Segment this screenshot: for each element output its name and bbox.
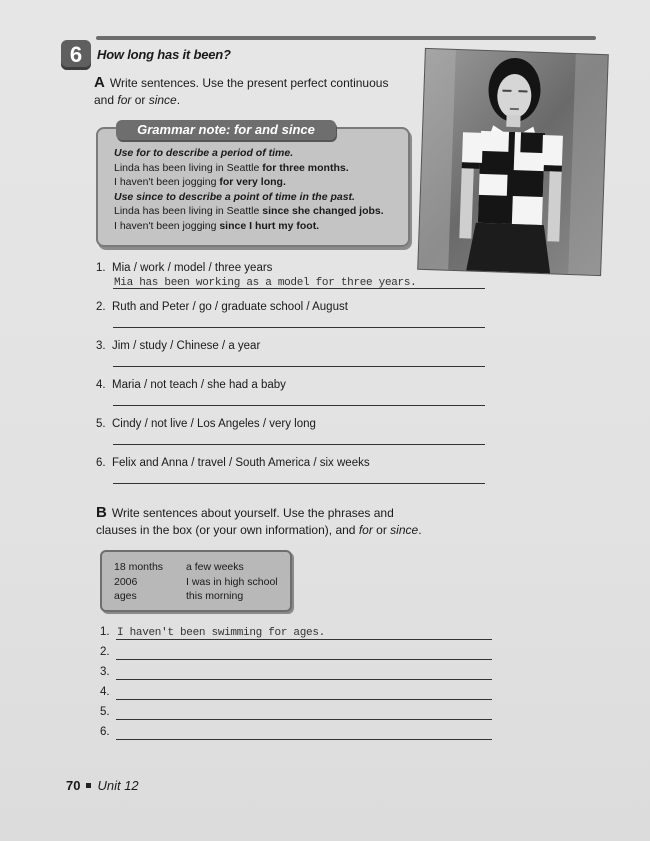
part-b-item xyxy=(100,646,500,666)
item-prompt xyxy=(96,457,370,469)
part-b-item xyxy=(100,626,500,646)
part-b-kw-since: since xyxy=(390,523,419,537)
grammar-example-2 xyxy=(114,175,404,190)
phrase-item: this morning xyxy=(186,590,244,602)
grammar-example-3 xyxy=(114,204,404,219)
answer-text: Mia has been working as a model for three years. xyxy=(114,277,417,289)
part-a-text: Write sentences. Use the present perfect continuous and xyxy=(94,76,389,107)
example-2-text: I haven't been jogging xyxy=(114,176,220,188)
phrase-item: 18 months xyxy=(114,561,164,573)
grammar-note-title: Grammar note: for and since xyxy=(116,120,336,140)
example-1-bold: for three months. xyxy=(262,161,349,174)
answer-line[interactable] xyxy=(113,444,485,445)
footer-separator xyxy=(86,783,91,788)
example-1-text: Linda has been living in Seattle xyxy=(114,161,263,174)
item-number: 1. xyxy=(96,262,106,274)
item-prompt-text: Felix and Anna / travel / South America / six weeks xyxy=(112,457,370,469)
part-a-kw-for: for xyxy=(117,93,132,107)
part-a-or: or xyxy=(131,93,149,107)
example-3-text: Linda has been living in Seattle xyxy=(114,205,263,217)
part-b-letter: B xyxy=(96,504,107,521)
item-prompt xyxy=(96,262,272,274)
answer-line[interactable] xyxy=(113,405,485,406)
part-b-or: or xyxy=(372,523,391,537)
example-2-bold: for very long. xyxy=(219,176,286,188)
part-b-item xyxy=(100,706,500,726)
model-illustration xyxy=(418,49,608,275)
part-a-item xyxy=(96,301,496,341)
exercise-title: How long has it been? xyxy=(97,47,231,62)
item-number: 3. xyxy=(96,340,106,352)
phrase-item: I was in high school xyxy=(186,575,278,588)
answer-line[interactable] xyxy=(113,288,485,289)
phrase-column-1 xyxy=(114,560,163,604)
item-prompt-text: Mia / work / model / three years xyxy=(112,262,273,274)
part-a-letter: A xyxy=(94,74,105,91)
grammar-rule-since: Use since to describe a point of time in the past. xyxy=(114,190,355,203)
item-number: 6. xyxy=(100,726,110,738)
answer-line[interactable] xyxy=(116,639,492,640)
part-b-item xyxy=(100,686,500,706)
item-number: 2. xyxy=(100,646,110,658)
part-b-item xyxy=(100,666,500,686)
example-3-bold: since she changed jobs. xyxy=(262,205,384,217)
answer-line[interactable] xyxy=(116,719,492,720)
part-a-item xyxy=(96,340,496,380)
phrase-column-2 xyxy=(186,560,278,604)
part-a-item xyxy=(96,262,496,302)
part-a-item xyxy=(96,379,496,419)
example-4-bold: since I hurt my foot. xyxy=(219,219,320,232)
grammar-note-content xyxy=(114,146,404,233)
model-photo xyxy=(418,49,608,275)
part-a-item xyxy=(96,457,496,497)
grammar-example-4 xyxy=(114,219,404,234)
header-rule xyxy=(96,36,596,40)
answer-line[interactable] xyxy=(116,699,492,700)
item-prompt-text: Jim / study / Chinese / a year xyxy=(112,340,261,352)
part-a-end: . xyxy=(176,93,181,107)
answer-line[interactable] xyxy=(116,659,492,660)
item-number: 5. xyxy=(100,706,110,718)
part-b-kw-for: for xyxy=(358,523,373,537)
answer-line[interactable] xyxy=(116,739,492,740)
item-prompt xyxy=(96,418,316,430)
part-a-item xyxy=(96,418,496,458)
part-a-instructions xyxy=(94,74,394,109)
example-4-text: I haven't been jogging xyxy=(114,219,220,232)
exercise-number-badge: 6 xyxy=(61,40,91,70)
answer-text: I haven't been swimming for ages. xyxy=(117,627,325,639)
part-b-end: . xyxy=(418,523,422,537)
grammar-example-1 xyxy=(114,161,404,176)
page-footer xyxy=(66,778,139,793)
answer-line[interactable] xyxy=(113,483,485,484)
part-b-instructions xyxy=(96,504,436,539)
phrase-item: 2006 xyxy=(114,575,138,588)
answer-line[interactable] xyxy=(116,679,492,680)
item-number: 3. xyxy=(100,666,110,678)
item-number: 4. xyxy=(96,379,106,391)
item-number: 5. xyxy=(96,418,106,430)
answer-line[interactable] xyxy=(113,366,485,367)
part-b-text: Write sentences about yourself. Use the phrases and clauses in the box (or your own information), and xyxy=(96,506,394,537)
item-number: 6. xyxy=(96,457,106,469)
item-prompt-text: Cindy / not live / Los Angeles / very long xyxy=(112,418,316,430)
phrase-item: ages xyxy=(114,590,137,602)
item-number: 1. xyxy=(100,626,110,638)
phrase-box xyxy=(100,550,292,612)
item-prompt-text: Maria / not teach / she had a baby xyxy=(112,379,286,391)
grammar-rule-for: Use for to describe a period of time. xyxy=(114,147,294,159)
item-prompt xyxy=(96,301,348,313)
part-a-kw-since: since xyxy=(148,93,177,107)
page-number: 70 xyxy=(66,778,81,793)
item-prompt-text: Ruth and Peter / go / graduate school / August xyxy=(112,301,348,313)
item-number: 2. xyxy=(96,301,106,313)
answer-line[interactable] xyxy=(113,327,485,328)
item-prompt xyxy=(96,379,286,391)
unit-label: Unit 12 xyxy=(97,778,139,793)
part-b-item xyxy=(100,726,500,746)
item-prompt xyxy=(96,340,260,352)
item-number: 4. xyxy=(100,686,110,698)
phrase-item: a few weeks xyxy=(186,561,244,573)
